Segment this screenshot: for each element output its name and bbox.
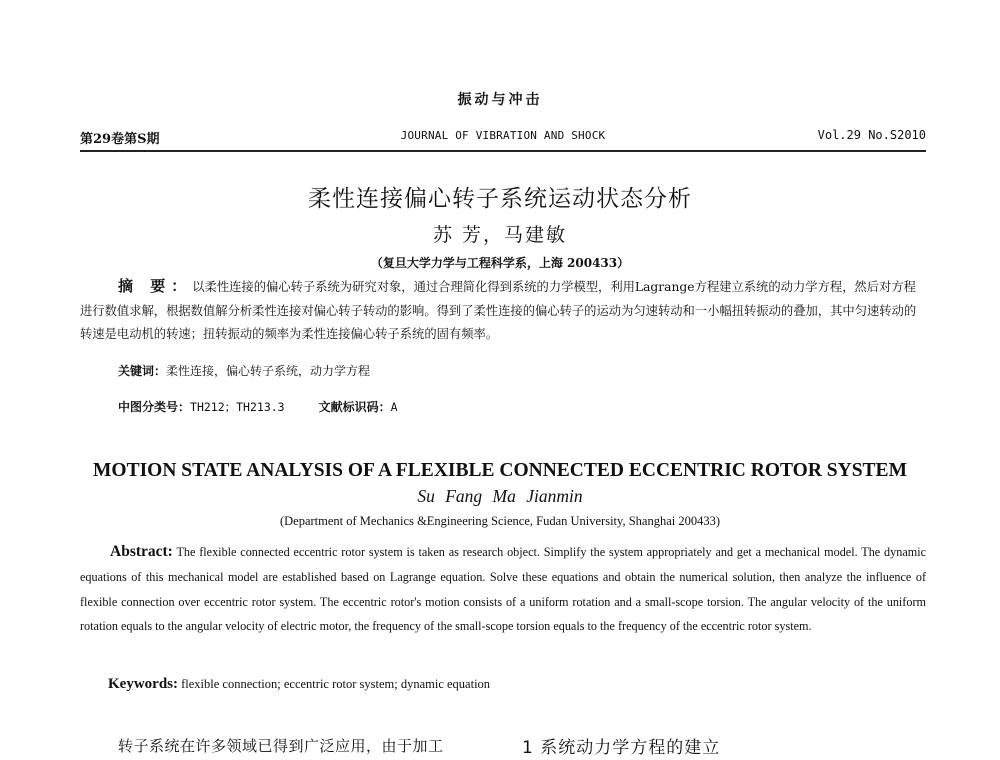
abstract-label-en: Abstract: — [110, 543, 173, 560]
abstract-en — [80, 540, 926, 639]
clc-value: TH212；TH213.3 — [190, 400, 285, 414]
keywords-text-en: flexible connection; eccentric rotor system; dynamic equation — [181, 677, 491, 691]
clc-label: 中图分类号： — [118, 400, 191, 414]
volume-number: Vol.29 No.S2010 — [817, 128, 926, 142]
header-rule — [80, 150, 926, 152]
keywords-en — [108, 676, 490, 693]
doc-code-value: A — [390, 400, 398, 414]
keywords-label-cn: 关键词： — [118, 364, 167, 378]
affiliation-cn: （复旦大学力学与工程科学系，上海 200433） — [370, 256, 630, 270]
running-header — [80, 128, 926, 148]
body-intro-text: 转子系统在许多领域已得到广泛应用，由于加工 — [118, 737, 444, 755]
authors-cn: 苏 芳，马建敏 — [432, 224, 568, 246]
keywords-cn — [118, 362, 370, 379]
section-heading-1: 1 系统动力学方程的建立 — [522, 738, 721, 758]
paper-title-en: MOTION STATE ANALYSIS OF A FLEXIBLE CONNECTED ECCENTRIC ROTOR SYSTEM — [93, 460, 907, 481]
doc-code-label: 文献标识码： — [318, 400, 391, 414]
abstract-cn — [80, 275, 926, 347]
paper-title-cn: 柔性连接偏心转子系统运动状态分析 — [308, 186, 692, 212]
affiliation-en: (Department of Mechanics &Engineering Science, Fudan University, Shanghai 200433) — [279, 514, 721, 528]
abstract-text-cn: 以柔性连接的偏心转子系统为研究对象，通过合理简化得到系统的力学模型，利用Lagrange方程建立系统的动力学方程，然后对方程进行数值求解，根据数值解分析柔性连接对偏心转子转动的影响。得到了柔性连接的偏心转子的运动为匀速转动和一小幅扭转振动的叠加，其中匀速转动的转速是电动机的转速；扭转振动的频率为柔性连接偏心转子系统的固有频率。 — [80, 280, 917, 341]
issue-number: 第29卷第S期 — [80, 132, 160, 147]
journal-name-en: JOURNAL OF VIBRATION AND SHOCK — [400, 129, 606, 142]
authors-en: Su Fang Ma Jianmin — [417, 486, 583, 506]
classification-line — [118, 398, 398, 415]
journal-name-cn: 振动与冲击 — [457, 92, 543, 108]
keywords-text-cn: 柔性连接，偏心转子系统，动力学方程 — [166, 364, 371, 378]
keywords-label-en: Keywords: — [108, 676, 178, 692]
abstract-label-cn: 摘 要： — [118, 277, 193, 295]
abstract-text-en: The flexible connected eccentric rotor system is taken as research object. Simplify the system appropriately and get a mechanical model. The dynamic equations of this mechanical model are established based on Lagrange equation. Solve these equations and obtain the numerical solution, then analyze the influence of flexible connection over eccentric rotor system. The eccentric rotor's motion consists of a uniform rotation and a small-scope torsion. The angular velocity of the uniform rotation equals to the angular velocity of electric motor, the frequency of the small-scope torsion equals to the frequency of the eccentric rotor system. — [80, 545, 926, 634]
